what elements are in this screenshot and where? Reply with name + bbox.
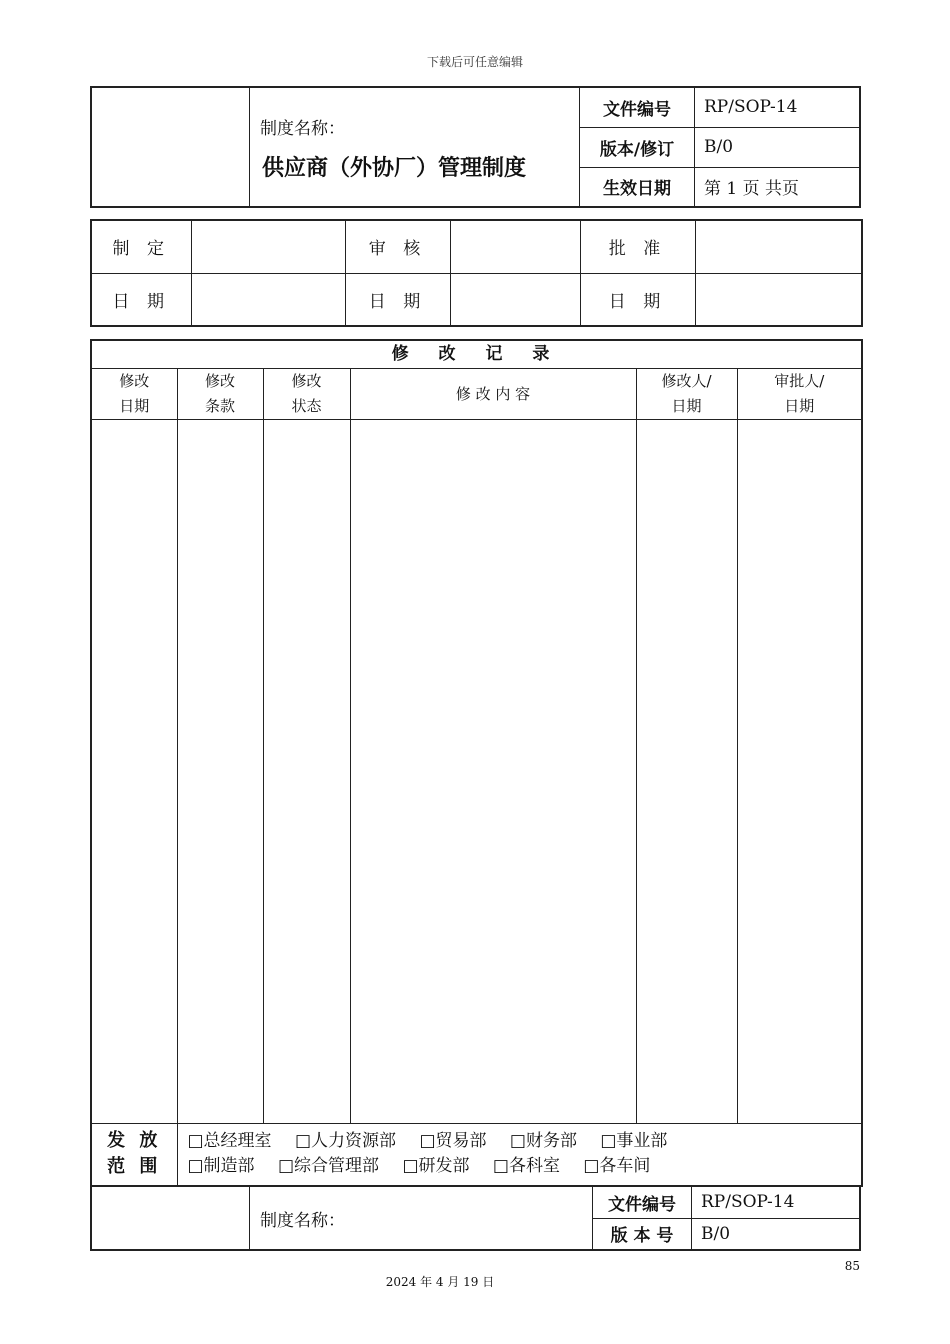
col-revision-date: 修改 日期: [91, 369, 177, 420]
modifier-date-cell[interactable]: [636, 420, 737, 1124]
signoff-table: [90, 219, 863, 327]
approved-by-label: 批 准: [580, 220, 695, 273]
dist-option-general-admin[interactable]: □综合管理部: [277, 1156, 380, 1177]
dist-option-general-manager-office[interactable]: □总经理室: [187, 1131, 272, 1152]
footer-file-number-label: 文件编号: [593, 1186, 692, 1218]
name-label: 制度名称：: [260, 119, 345, 139]
footer-version-label: 版 本 号: [593, 1218, 692, 1250]
reviewed-date-label: 日 期: [345, 273, 450, 326]
document-header-table: [90, 86, 861, 208]
dist-option-manufacturing[interactable]: □制造部: [187, 1156, 255, 1177]
distribution-options: [177, 1124, 862, 1186]
revision-clause-cell[interactable]: [177, 420, 263, 1124]
dist-option-business[interactable]: □事业部: [600, 1131, 668, 1152]
footer-logo-cell: [91, 1186, 250, 1250]
col-revision-content: 修 改 内 容: [350, 369, 636, 420]
footer-title-cell: [250, 1186, 593, 1250]
reviewed-by-field[interactable]: [450, 220, 580, 273]
effective-date-value: 第 1 页 共页: [695, 167, 861, 207]
col-approver-date: 审批人/ 日期: [737, 369, 862, 420]
version-label: 版本/修订: [580, 127, 695, 167]
col-revision-clause: 修改 条款: [177, 369, 263, 420]
dist-option-hr[interactable]: □人力资源部: [294, 1131, 397, 1152]
effective-date-label: 生效日期: [580, 167, 695, 207]
col-revision-status: 修改 状态: [263, 369, 350, 420]
document-title: 供应商（外协厂）管理制度: [262, 156, 527, 181]
title-cell: [250, 87, 580, 207]
revision-status-cell[interactable]: [263, 420, 350, 1124]
footer-file-number-value: RP/SOP-14: [692, 1186, 861, 1218]
top-note: 下载后可任意编辑: [426, 55, 523, 69]
prepared-by-field[interactable]: [191, 220, 345, 273]
footer-version-value: B/0: [692, 1218, 861, 1250]
dist-option-workshops[interactable]: □各车间: [583, 1156, 651, 1177]
reviewed-date-field[interactable]: [450, 273, 580, 326]
dist-option-rnd[interactable]: □研发部: [402, 1156, 470, 1177]
dist-option-finance[interactable]: □财务部: [509, 1131, 577, 1152]
prepared-date-field[interactable]: [191, 273, 345, 326]
file-number-value: RP/SOP-14: [695, 87, 861, 127]
document-footer-table: [90, 1185, 861, 1251]
approved-date-label: 日 期: [580, 273, 695, 326]
logo-cell: [91, 87, 250, 207]
revision-record-table: [90, 339, 863, 1187]
approver-date-cell[interactable]: [737, 420, 862, 1124]
approved-date-field[interactable]: [695, 273, 862, 326]
prepared-date-label: 日 期: [91, 273, 191, 326]
date-note: 2024 年 4 月 19 日: [385, 1275, 495, 1289]
revision-title: 修 改 记 录: [91, 340, 862, 369]
footer-name-label: 制度名称：: [260, 1210, 345, 1231]
revision-content-cell[interactable]: [350, 420, 636, 1124]
revision-date-cell[interactable]: [91, 420, 177, 1124]
dist-option-trade[interactable]: □贸易部: [419, 1131, 487, 1152]
distribution-label: 发 放 范 围: [91, 1124, 177, 1186]
reviewed-by-label: 审 核: [345, 220, 450, 273]
page-number: 85: [844, 1259, 860, 1273]
dist-option-sections[interactable]: □各科室: [492, 1156, 560, 1177]
col-modifier-date: 修改人/ 日期: [636, 369, 737, 420]
prepared-by-label: 制 定: [91, 220, 191, 273]
file-number-label: 文件编号: [580, 87, 695, 127]
version-value: B/0: [695, 127, 861, 167]
approved-by-field[interactable]: [695, 220, 862, 273]
